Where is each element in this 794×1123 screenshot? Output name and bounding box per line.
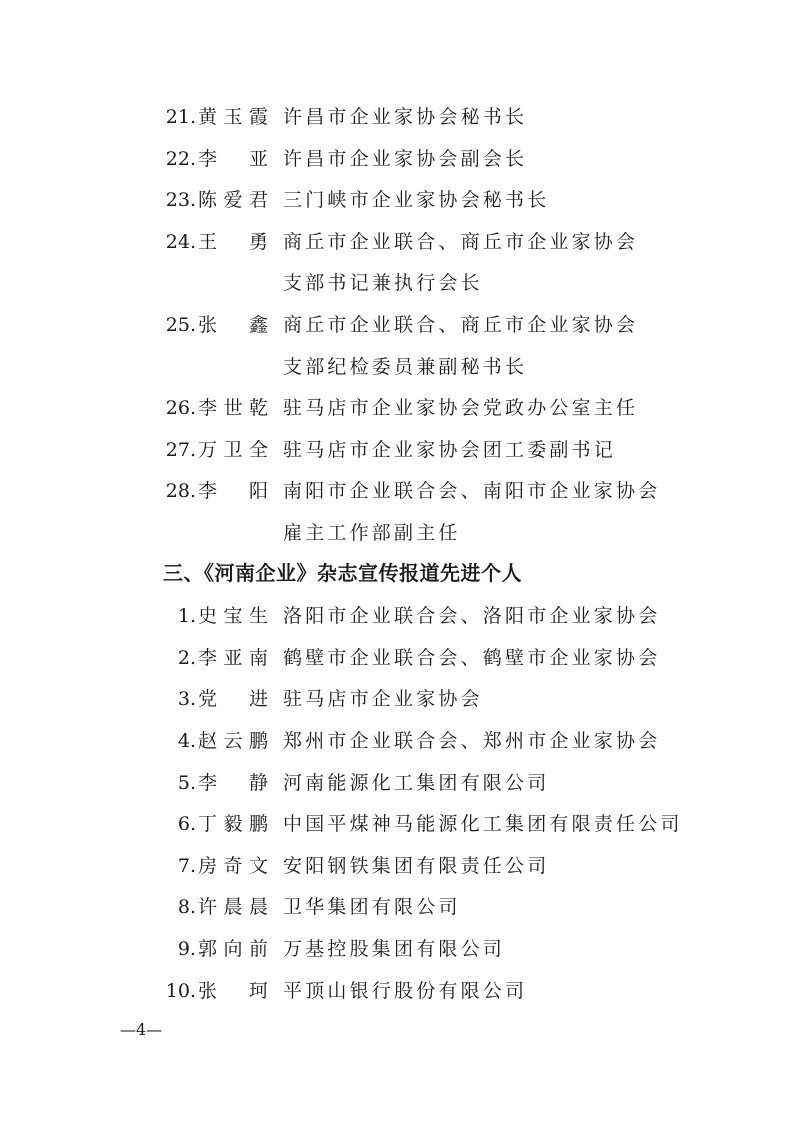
- person-name: [198, 227, 268, 257]
- person-name: [198, 976, 268, 1006]
- item-number: 23.: [165, 189, 196, 212]
- item-number: 22.: [165, 147, 196, 170]
- name-char: 李: [198, 480, 218, 503]
- name-char: 亚: [223, 646, 243, 669]
- name-char: 君: [248, 189, 268, 212]
- person-name: [198, 310, 268, 340]
- name-char: 生: [248, 605, 268, 628]
- organization-title: 驻马店市企业家协会党政办公室主任: [283, 397, 639, 420]
- item-number: 27.: [165, 438, 196, 461]
- name-char: 云: [223, 730, 243, 752]
- name-char: 勇: [248, 230, 268, 253]
- name-char: 奇: [223, 854, 243, 877]
- list-item: [0, 934, 794, 964]
- name-char: 霞: [248, 106, 268, 128]
- name-char: 李: [198, 646, 218, 669]
- name-char: 万: [198, 438, 218, 461]
- name-char: 许: [198, 896, 218, 919]
- list-item: [0, 185, 794, 215]
- item-number: 8.: [177, 896, 196, 919]
- name-char: 史: [198, 605, 218, 628]
- name-char: 宝: [223, 605, 243, 628]
- organization-title: 驻马店市企业家协会团工委副书记: [283, 438, 617, 461]
- list-item: [0, 726, 794, 756]
- item-number: 10.: [165, 979, 196, 1002]
- name-char: 全: [248, 438, 268, 461]
- organization-title: 卫华集团有限公司: [283, 896, 461, 919]
- list-item-continuation: [0, 518, 794, 548]
- list-item: [0, 851, 794, 881]
- item-number: 26.: [165, 397, 196, 420]
- organization-title: 三门峡市企业家协会秘书长: [283, 189, 550, 212]
- item-number: 6.: [177, 813, 196, 836]
- list-item: [0, 892, 794, 922]
- person-name: [198, 768, 268, 798]
- name-char: 南: [248, 646, 268, 669]
- organization-title: 洛阳市企业联合会、洛阳市企业家协会: [283, 605, 661, 628]
- person-name: [198, 185, 268, 215]
- person-name: [198, 393, 268, 423]
- list-item: [0, 809, 794, 839]
- section-heading: 三、《河南企业》杂志宣传报道先进个人: [163, 560, 522, 585]
- person-name: [198, 144, 268, 174]
- person-name: [198, 102, 268, 132]
- name-char: 李: [198, 147, 218, 170]
- name-char: 世: [223, 397, 243, 420]
- list-item: [0, 227, 794, 257]
- name-char: 前: [248, 938, 268, 960]
- name-char: 静: [248, 771, 268, 794]
- person-name: [198, 726, 268, 756]
- organization-title: 雇主工作部副主任: [283, 522, 461, 544]
- name-char: 李: [198, 397, 218, 420]
- name-char: 晨: [223, 896, 243, 919]
- list-item: [0, 435, 794, 465]
- name-char: 毅: [223, 813, 243, 836]
- name-char: 张: [198, 979, 218, 1002]
- list-item: [0, 601, 794, 631]
- item-number: 25.: [165, 314, 196, 336]
- person-name: [198, 684, 268, 714]
- item-number: 21.: [165, 106, 196, 128]
- organization-title: 南阳市企业联合会、南阳市企业家协会: [283, 480, 661, 503]
- item-number: 24.: [165, 230, 196, 253]
- person-name: [198, 601, 268, 631]
- organization-title: 商丘市企业联合、商丘市企业家协会: [283, 230, 639, 253]
- organization-title: 支部书记兼执行会长: [283, 272, 483, 295]
- item-number: 9.: [177, 938, 196, 960]
- name-char: 郭: [198, 938, 218, 960]
- name-char: 亚: [248, 147, 268, 170]
- organization-title: 许昌市企业家协会副会长: [283, 147, 528, 170]
- person-name: [198, 809, 268, 839]
- organization-title: 许昌市企业家协会秘书长: [283, 106, 528, 128]
- person-name: [198, 851, 268, 881]
- list-item-continuation: [0, 352, 794, 382]
- organization-title: 河南能源化工集团有限公司: [283, 771, 550, 794]
- list-item: [0, 643, 794, 673]
- name-char: 黄: [198, 106, 218, 128]
- list-item: [0, 144, 794, 174]
- name-char: 阳: [248, 480, 268, 503]
- name-char: 鹏: [248, 730, 268, 752]
- name-char: 王: [198, 230, 218, 253]
- person-name: [198, 934, 268, 964]
- list-item: [0, 768, 794, 798]
- organization-title: 万基控股集团有限公司: [283, 938, 506, 960]
- item-number: 5.: [177, 771, 196, 794]
- name-char: 鑫: [248, 314, 268, 336]
- item-number: 7.: [177, 854, 196, 877]
- item-number: 28.: [165, 480, 196, 503]
- person-name: [198, 643, 268, 673]
- name-char: 赵: [198, 730, 218, 752]
- person-name: [198, 892, 268, 922]
- item-number: 3.: [177, 688, 196, 711]
- name-char: 张: [198, 314, 218, 336]
- name-char: 房: [198, 854, 218, 877]
- name-char: 丁: [198, 813, 218, 836]
- list-item: [0, 310, 794, 340]
- name-char: 党: [198, 688, 218, 711]
- organization-title: 驻马店市企业家协会: [283, 688, 483, 711]
- organization-title: 支部纪检委员兼副秘书长: [283, 355, 528, 378]
- list-item-continuation: [0, 268, 794, 298]
- organization-title: 安阳钢铁集团有限责任公司: [283, 854, 550, 877]
- list-item: [0, 393, 794, 423]
- list-item: [0, 684, 794, 714]
- person-name: [198, 435, 268, 465]
- name-char: 向: [223, 938, 243, 960]
- name-char: 玉: [223, 106, 243, 128]
- name-char: 鹏: [248, 813, 268, 836]
- name-char: 珂: [248, 979, 268, 1002]
- list-item: [0, 976, 794, 1006]
- name-char: 卫: [223, 438, 243, 461]
- name-char: 乾: [248, 397, 268, 420]
- name-char: 李: [198, 771, 218, 794]
- name-char: 陈: [198, 189, 218, 212]
- person-name: [198, 476, 268, 506]
- page-number: —4—: [120, 1020, 163, 1039]
- name-char: 爱: [223, 189, 243, 212]
- organization-title: 商丘市企业联合、商丘市企业家协会: [283, 314, 639, 336]
- name-char: 晨: [248, 896, 268, 919]
- organization-title: 平顶山银行股份有限公司: [283, 979, 528, 1002]
- list-item: [0, 102, 794, 132]
- item-number: 1.: [177, 605, 196, 628]
- name-char: 进: [248, 688, 268, 711]
- organization-title: 鹤壁市企业联合会、鹤壁市企业家协会: [283, 646, 661, 669]
- list-item: [0, 476, 794, 506]
- organization-title: 中国平煤神马能源化工集团有限责任公司: [283, 813, 683, 836]
- name-char: 文: [248, 854, 268, 877]
- item-number: 4.: [177, 730, 196, 752]
- item-number: 2.: [177, 646, 196, 669]
- organization-title: 郑州市企业联合会、郑州市企业家协会: [283, 730, 661, 752]
